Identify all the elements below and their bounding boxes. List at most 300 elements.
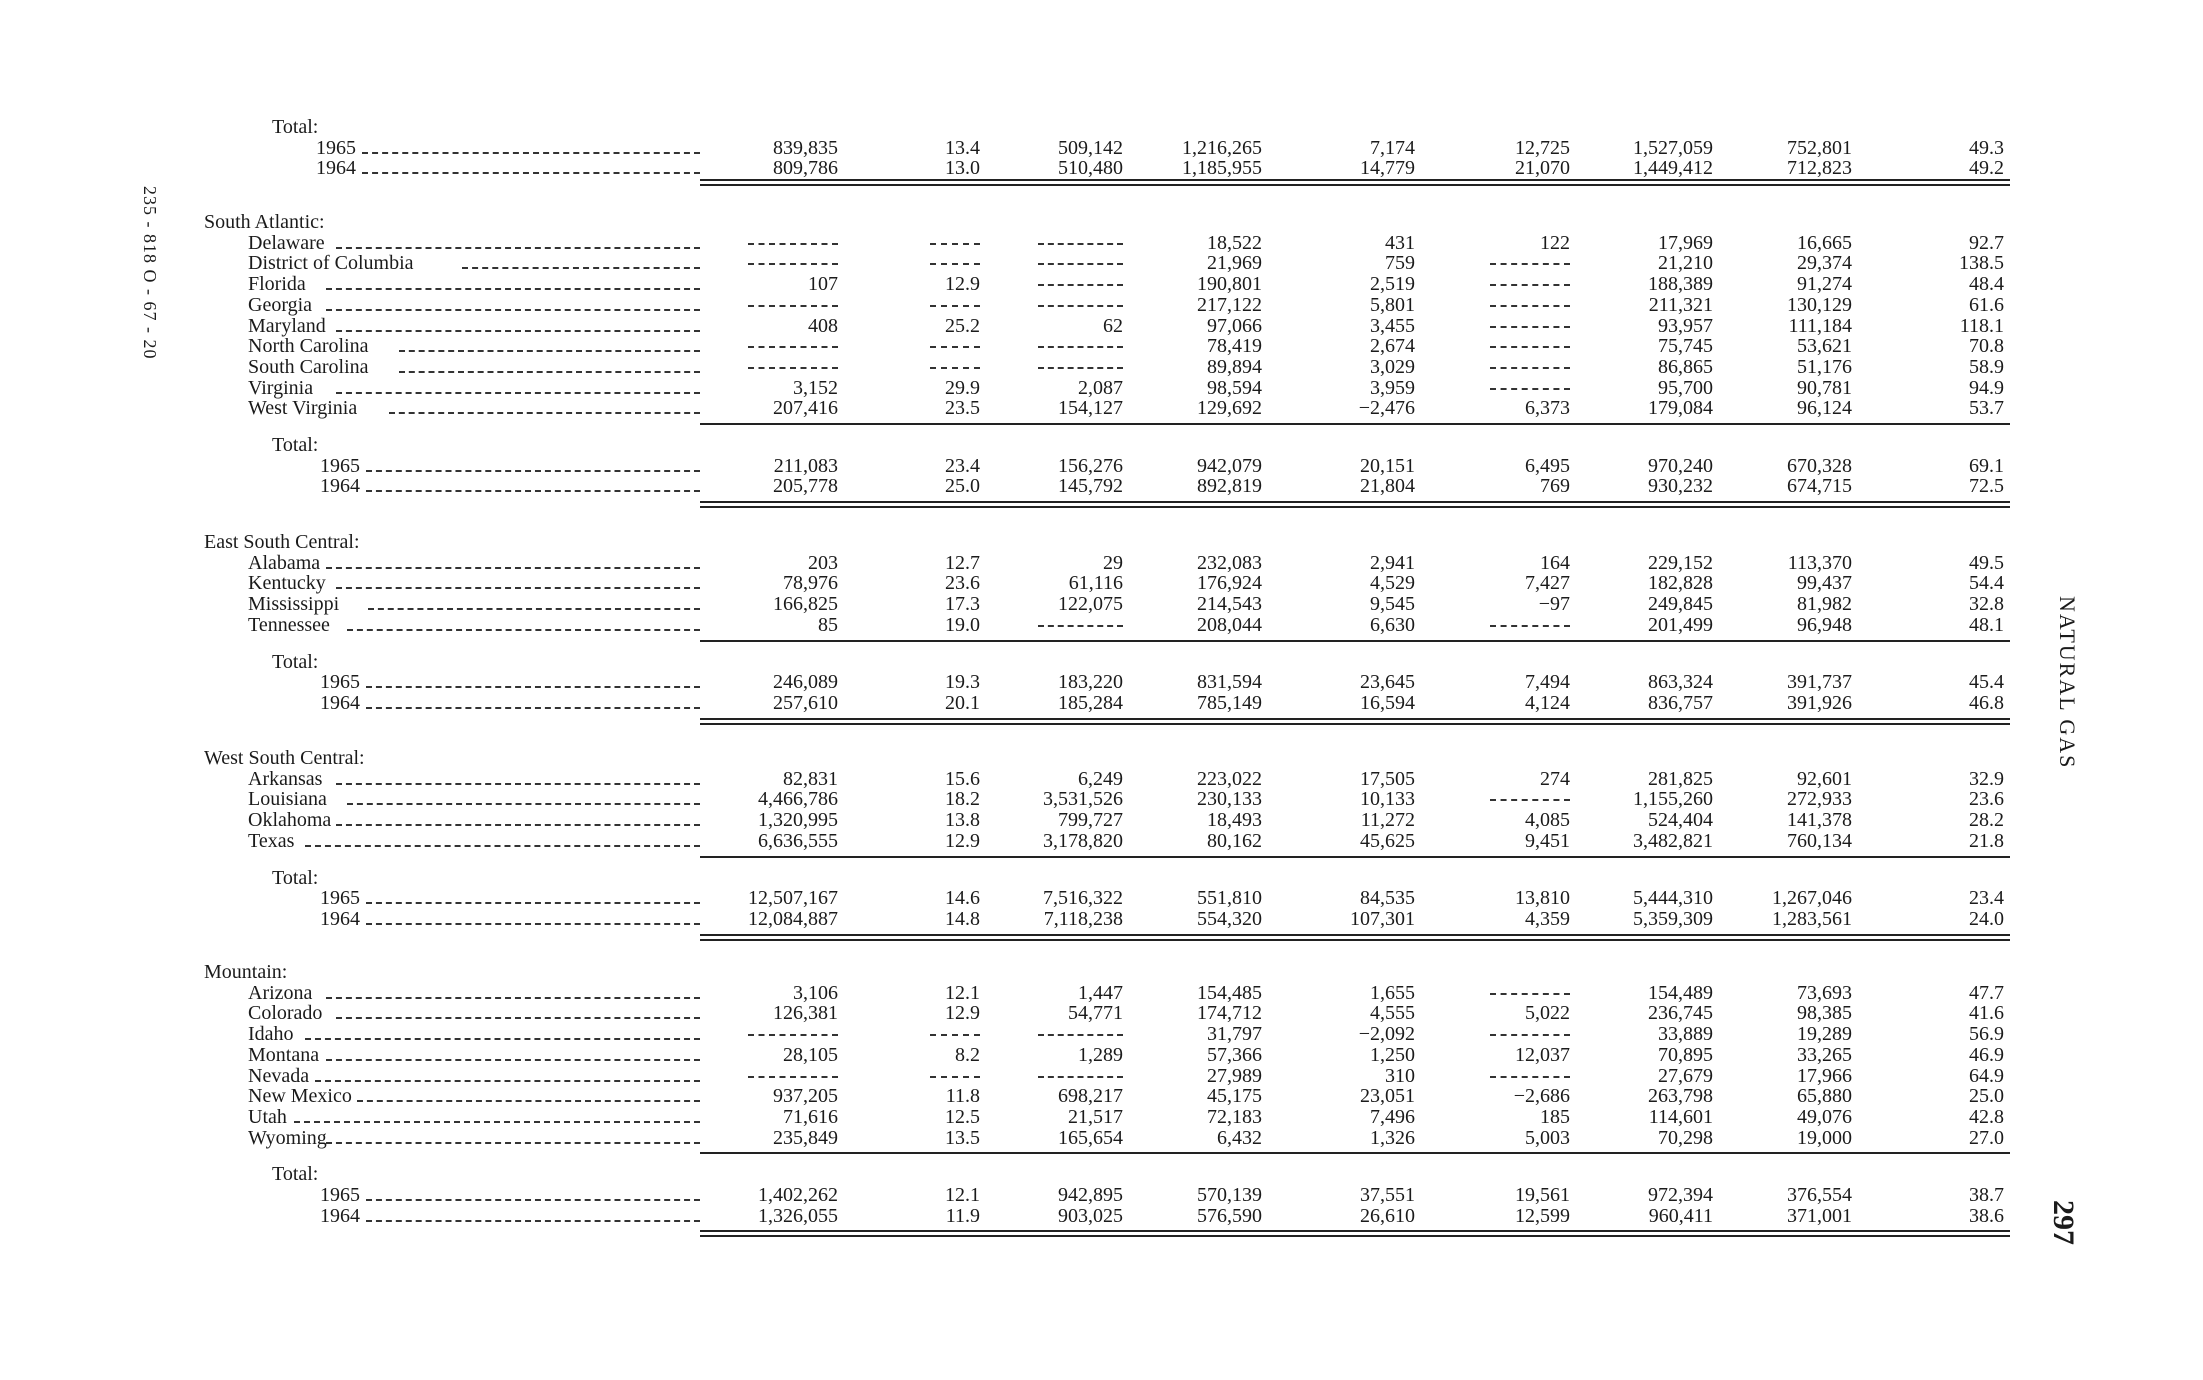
table-cell: 33,889 (1658, 1023, 1713, 1046)
table-cell: 16,594 (1360, 691, 1415, 714)
table-cell: 785,149 (1197, 691, 1262, 714)
table-cell: 211,321 (1648, 293, 1713, 316)
table-cell: 118.1 (1959, 314, 2004, 337)
table-cell: 53.7 (1969, 397, 2004, 420)
table-cell: 107 (808, 273, 838, 296)
table-cell: 214,543 (1197, 593, 1262, 616)
empty-cell-dash (1490, 993, 1570, 995)
leader-dots (357, 1100, 700, 1102)
table-cell: 799,727 (1058, 809, 1123, 832)
table-cell: 12.1 (945, 981, 980, 1004)
table-cell: 570,139 (1197, 1184, 1262, 1206)
table-cell: 185 (1540, 1105, 1570, 1128)
total-row-1964 (0, 476, 2203, 497)
table-cell: 98,385 (1797, 1002, 1852, 1025)
total-row-1965 (0, 1185, 2203, 1206)
table-cell: 94.9 (1969, 376, 2004, 399)
row-label: 1964 (316, 157, 356, 180)
table-cell: 7,427 (1525, 572, 1570, 595)
page-number: 297 (2047, 1200, 2080, 1245)
empty-cell-dash (1038, 305, 1123, 307)
leader-dots (326, 567, 701, 569)
table-cell: 17,966 (1797, 1064, 1852, 1087)
single-rule (700, 723, 2010, 725)
row-label: 1965 (320, 454, 360, 477)
table-cell: 1,267,046 (1772, 887, 1852, 910)
empty-cell-dash (748, 263, 838, 265)
empty-cell-dash (1490, 326, 1570, 328)
table-cell: 25.2 (945, 314, 980, 337)
table-cell: 17.3 (945, 593, 980, 616)
table-cell: 13.5 (945, 1126, 980, 1149)
table-cell: 670,328 (1787, 454, 1852, 477)
total-heading: Total: (272, 116, 319, 138)
table-cell: 2,519 (1370, 273, 1415, 296)
state-row (0, 253, 2203, 274)
table-cell: 91,274 (1797, 273, 1852, 296)
table-cell: 391,926 (1787, 691, 1852, 714)
table-cell: 1,250 (1370, 1043, 1415, 1066)
empty-cell-dash (1038, 1034, 1123, 1036)
state-row (0, 594, 2203, 615)
table-cell: 257,610 (773, 691, 838, 714)
table-cell: 272,933 (1787, 788, 1852, 811)
empty-cell-dash (748, 367, 838, 369)
table-cell: 970,240 (1648, 454, 1713, 477)
empty-cell-dash (930, 263, 980, 265)
table-cell: 11.8 (945, 1085, 980, 1108)
table-cell: 99,437 (1797, 572, 1852, 595)
table-cell: 554,320 (1197, 907, 1262, 930)
table-cell: 6,432 (1217, 1126, 1262, 1149)
leader-dots (326, 309, 701, 311)
table-cell: 3,531,526 (1043, 788, 1123, 811)
state-row (0, 357, 2203, 378)
table-cell: 217,122 (1197, 293, 1262, 316)
table-cell: 235,849 (773, 1126, 838, 1149)
table-cell: 56.9 (1969, 1023, 2004, 1046)
table-cell: 145,792 (1058, 475, 1123, 498)
state-row (0, 789, 2203, 810)
row-label: Arizona (248, 981, 313, 1004)
table-cell: 49.5 (1969, 551, 2004, 574)
table-cell: 48.1 (1969, 613, 2004, 636)
table-cell: 72,183 (1207, 1105, 1262, 1128)
leader-dots (368, 608, 701, 610)
table-cell: 21,070 (1515, 157, 1570, 180)
empty-cell-dash (1490, 346, 1570, 348)
leader-dots (336, 247, 700, 249)
row-label: 1965 (320, 1184, 360, 1206)
single-rule (700, 423, 2010, 425)
table-cell: 263,798 (1648, 1085, 1713, 1108)
table-cell: 942,079 (1197, 454, 1262, 477)
row-label: Texas (248, 829, 295, 852)
table-cell: 281,825 (1648, 767, 1713, 790)
table-cell: 752,801 (1787, 136, 1852, 159)
table-cell: 25.0 (1969, 1085, 2004, 1108)
table-cell: 236,745 (1648, 1002, 1713, 1025)
table-cell: 126,381 (773, 1002, 838, 1025)
table-cell: 4,529 (1370, 572, 1415, 595)
table-cell: 61,116 (1068, 572, 1123, 595)
table-cell: 509,142 (1058, 136, 1123, 159)
total-heading: Total: (272, 866, 319, 889)
table-cell: 174,712 (1197, 1002, 1262, 1025)
table-cell: 13.0 (945, 157, 980, 180)
empty-cell-dash (1490, 284, 1570, 286)
table-cell: 1,326,055 (758, 1204, 838, 1227)
state-row (0, 831, 2203, 852)
table-cell: 32.9 (1969, 767, 2004, 790)
table-cell: 2,087 (1078, 376, 1123, 399)
table-cell: 12,037 (1515, 1043, 1570, 1066)
table-cell: 21,517 (1068, 1105, 1123, 1128)
total-row-1965 (0, 888, 2203, 909)
table-cell: 47.7 (1969, 981, 2004, 1004)
table-cell: 1,185,955 (1182, 157, 1262, 180)
table-cell: 6,249 (1078, 767, 1123, 790)
state-row (0, 378, 2203, 399)
table-cell: 211,083 (773, 454, 838, 477)
table-cell: 154,489 (1648, 981, 1713, 1004)
table-cell: 71,616 (783, 1105, 838, 1128)
table-cell: 12.9 (945, 829, 980, 852)
table-cell: 29.9 (945, 376, 980, 399)
table-cell: 45,175 (1207, 1085, 1262, 1108)
region-heading: South Atlantic: (204, 211, 325, 233)
leader-dots (347, 803, 701, 805)
table-cell: 3,959 (1370, 376, 1415, 399)
state-row (0, 573, 2203, 594)
empty-cell-dash (1490, 625, 1570, 627)
table-cell: 166,825 (773, 593, 838, 616)
row-label: Kentucky (248, 572, 326, 595)
table-cell: 4,124 (1525, 691, 1570, 714)
table-cell: 903,025 (1058, 1204, 1123, 1227)
table-cell: 24.0 (1969, 907, 2004, 930)
table-cell: 49,076 (1797, 1105, 1852, 1128)
empty-cell-dash (748, 346, 838, 348)
single-rule (700, 506, 2010, 508)
state-row (0, 274, 2203, 295)
table-cell: 31,797 (1207, 1023, 1262, 1046)
table-cell: 551,810 (1197, 887, 1262, 910)
row-label: Utah (248, 1105, 287, 1128)
table-cell: 182,828 (1648, 572, 1713, 595)
table-cell: 27.0 (1969, 1126, 2004, 1149)
table-cell: 90,781 (1797, 376, 1852, 399)
single-rule (700, 856, 2010, 858)
table-cell: 7,494 (1525, 671, 1570, 694)
single-rule (700, 939, 2010, 941)
table-cell: 72.5 (1969, 475, 2004, 498)
table-cell: 85 (818, 613, 838, 636)
table-cell: 26,610 (1360, 1204, 1415, 1227)
table-cell: 49.2 (1969, 157, 2004, 180)
row-label: 1964 (320, 475, 360, 498)
state-row (0, 1086, 2203, 1107)
table-cell: 12,725 (1515, 136, 1570, 159)
table-cell: 165,654 (1058, 1126, 1123, 1149)
table-cell: 11,272 (1360, 809, 1415, 832)
table-cell: 19,000 (1797, 1126, 1852, 1149)
table-cell: 1,320,995 (758, 809, 838, 832)
table-cell: 4,466,786 (758, 788, 838, 811)
table-cell: 7,118,238 (1043, 907, 1123, 930)
table-cell: 141,378 (1787, 809, 1852, 832)
table-cell: 130,129 (1787, 293, 1852, 316)
row-label: Delaware (248, 231, 325, 254)
table-cell: 5,801 (1370, 293, 1415, 316)
table-cell: 25.0 (945, 475, 980, 498)
row-label: 1965 (320, 671, 360, 694)
table-cell: 21,804 (1360, 475, 1415, 498)
table-cell: −2,092 (1358, 1023, 1415, 1046)
table-cell: 12.9 (945, 1002, 980, 1025)
table-cell: 930,232 (1648, 475, 1713, 498)
table-cell: 29,374 (1797, 252, 1852, 275)
leader-dots (366, 686, 700, 688)
single-rule (700, 184, 2010, 186)
table-cell: 45,625 (1360, 829, 1415, 852)
table-cell: 21,210 (1658, 252, 1713, 275)
total-row-1964 (0, 693, 2203, 714)
empty-cell-dash (930, 367, 980, 369)
table-cell: 23.4 (945, 454, 980, 477)
table-cell: 510,480 (1058, 157, 1123, 180)
table-cell: 18.2 (945, 788, 980, 811)
table-cell: 4,555 (1370, 1002, 1415, 1025)
empty-cell-dash (1490, 305, 1570, 307)
leader-dots (326, 1142, 701, 1144)
empty-cell-dash (930, 346, 980, 348)
table-cell: 972,394 (1648, 1184, 1713, 1206)
row-label: 1965 (320, 887, 360, 910)
empty-cell-dash (1038, 625, 1123, 627)
table-cell: 249,845 (1648, 593, 1713, 616)
table-cell: 37,551 (1360, 1184, 1415, 1206)
table-cell: 274 (1540, 767, 1570, 790)
table-cell: 6,495 (1525, 454, 1570, 477)
table-cell: 107,301 (1350, 907, 1415, 930)
table-cell: 32.8 (1969, 593, 2004, 616)
total-row-1965 (0, 138, 2203, 159)
row-label: 1964 (320, 1204, 360, 1227)
margin-note: 235 - 818 O - 67 - 20 (140, 186, 160, 360)
table-cell: 51,176 (1797, 355, 1852, 378)
leader-dots (366, 707, 700, 709)
row-label: Louisiana (248, 788, 327, 811)
table-cell: 6,636,555 (758, 829, 838, 852)
table-cell: 29 (1103, 551, 1123, 574)
state-row (0, 1045, 2203, 1066)
table-cell: 5,022 (1525, 1002, 1570, 1025)
leader-dots (366, 470, 700, 472)
table-cell: 138.5 (1959, 252, 2004, 275)
table-cell: 7,496 (1370, 1105, 1415, 1128)
table-cell: 13.4 (945, 136, 980, 159)
table-cell: 82,831 (783, 767, 838, 790)
table-cell: 14,779 (1360, 157, 1415, 180)
table-cell: 408 (808, 314, 838, 337)
table-cell: 27,989 (1207, 1064, 1262, 1087)
single-rule (700, 1235, 2010, 1237)
table-cell: 33,265 (1797, 1043, 1852, 1066)
row-label: Oklahoma (248, 809, 332, 832)
total-heading: Total: (272, 650, 319, 673)
table-cell: 205,778 (773, 475, 838, 498)
table-cell: 61.6 (1969, 293, 2004, 316)
table-cell: 45.4 (1969, 671, 2004, 694)
table-cell: 15.6 (945, 767, 980, 790)
empty-cell-dash (1490, 1076, 1570, 1078)
single-rule (700, 1152, 2010, 1154)
table-cell: 1,402,262 (758, 1184, 838, 1206)
table-cell: 12.5 (945, 1105, 980, 1128)
single-rule (700, 1230, 2010, 1232)
table-cell: 75,745 (1658, 335, 1713, 358)
table-cell: 21.8 (1969, 829, 2004, 852)
leader-dots (336, 587, 700, 589)
table-cell: 5,003 (1525, 1126, 1570, 1149)
state-row (0, 983, 2203, 1004)
table-cell: 5,444,310 (1633, 887, 1713, 910)
table-cell: 1,447 (1078, 981, 1123, 1004)
table-cell: 78,419 (1207, 335, 1262, 358)
table-cell: 1,449,412 (1633, 157, 1713, 180)
table-cell: 203 (808, 551, 838, 574)
row-label: District of Columbia (248, 252, 414, 275)
table-cell: 113,370 (1787, 551, 1852, 574)
empty-cell-dash (1490, 367, 1570, 369)
row-label: North Carolina (248, 335, 369, 358)
state-row (0, 398, 2203, 419)
table-cell: 42.8 (1969, 1105, 2004, 1128)
row-label: Montana (248, 1043, 320, 1066)
row-label: Colorado (248, 1002, 323, 1025)
table-cell: 1,155,260 (1633, 788, 1713, 811)
leader-dots (366, 490, 700, 492)
table-cell: −2,476 (1358, 397, 1415, 420)
table-cell: 1,655 (1370, 981, 1415, 1004)
table-cell: 759 (1385, 252, 1415, 275)
table-cell: 17,505 (1360, 767, 1415, 790)
table-cell: 836,757 (1648, 691, 1713, 714)
table-cell: 4,085 (1525, 809, 1570, 832)
table-cell: 246,089 (773, 671, 838, 694)
leader-dots (326, 1059, 701, 1061)
table-cell: 576,590 (1197, 1204, 1262, 1227)
leader-dots (389, 412, 701, 414)
state-row (0, 769, 2203, 790)
table-cell: 81,982 (1797, 593, 1852, 616)
leader-dots (326, 997, 701, 999)
table-cell: 13,810 (1515, 887, 1570, 910)
table-cell: 190,801 (1197, 273, 1262, 296)
table-cell: 54,771 (1068, 1002, 1123, 1025)
table-cell: 3,152 (793, 376, 838, 399)
table-cell: 1,527,059 (1633, 136, 1713, 159)
table-cell: 96,124 (1797, 397, 1852, 420)
total-row-1965 (0, 456, 2203, 477)
table-cell: 64.9 (1969, 1064, 2004, 1087)
state-row (0, 336, 2203, 357)
empty-cell-dash (1490, 388, 1570, 390)
table-cell: 164 (1540, 551, 1570, 574)
empty-cell-dash (1038, 243, 1123, 245)
table-cell: 6,373 (1525, 397, 1570, 420)
state-row (0, 316, 2203, 337)
table-cell: 524,404 (1648, 809, 1713, 832)
table-cell: 863,324 (1648, 671, 1713, 694)
empty-cell-dash (930, 1034, 980, 1036)
table-cell: 12.7 (945, 551, 980, 574)
table-cell: 937,205 (773, 1085, 838, 1108)
empty-cell-dash (748, 243, 838, 245)
table-cell: 96,948 (1797, 613, 1852, 636)
empty-cell-dash (1038, 284, 1123, 286)
table-cell: 2,674 (1370, 335, 1415, 358)
leader-dots (347, 629, 701, 631)
table-cell: 14.8 (945, 907, 980, 930)
table-cell: 1,283,561 (1772, 907, 1852, 930)
table-cell: 23.6 (1969, 788, 2004, 811)
row-label: 1965 (316, 136, 356, 159)
state-row (0, 233, 2203, 254)
table-cell: 80,162 (1207, 829, 1262, 852)
state-row (0, 1107, 2203, 1128)
empty-cell-dash (1038, 346, 1123, 348)
empty-cell-dash (1490, 263, 1570, 265)
table-cell: 19.3 (945, 671, 980, 694)
table-cell: 69.1 (1969, 454, 2004, 477)
table-cell: 20.1 (945, 691, 980, 714)
table-cell: 28,105 (783, 1043, 838, 1066)
single-rule (700, 501, 2010, 503)
table-cell: 183,220 (1058, 671, 1123, 694)
state-row (0, 810, 2203, 831)
table-cell: 12.9 (945, 273, 980, 296)
table-cell: 9,545 (1370, 593, 1415, 616)
table-cell: 13.8 (945, 809, 980, 832)
table-cell: −2,686 (1513, 1085, 1570, 1108)
table-cell: 223,022 (1197, 767, 1262, 790)
running-head: NATURAL GAS (2055, 596, 2080, 770)
leader-dots (305, 1038, 701, 1040)
table-cell: 12,507,167 (748, 887, 838, 910)
state-row (0, 1003, 2203, 1024)
table-cell: −97 (1538, 593, 1570, 616)
table-cell: 7,516,322 (1043, 887, 1123, 910)
row-label: Alabama (248, 551, 321, 574)
table-cell: 122,075 (1058, 593, 1123, 616)
table-cell: 53,621 (1797, 335, 1852, 358)
row-label: Florida (248, 273, 306, 296)
row-label: Tennessee (248, 613, 330, 636)
table-cell: 232,083 (1197, 551, 1262, 574)
empty-cell-dash (1038, 263, 1123, 265)
table-cell: 86,865 (1658, 355, 1713, 378)
table-cell: 73,693 (1797, 981, 1852, 1004)
single-rule (700, 179, 2010, 181)
state-row (0, 1066, 2203, 1087)
row-label: 1964 (320, 691, 360, 714)
table-cell: 54.4 (1969, 572, 2004, 595)
table-cell: 10,133 (1360, 788, 1415, 811)
table-cell: 23,645 (1360, 671, 1415, 694)
empty-cell-dash (1038, 367, 1123, 369)
